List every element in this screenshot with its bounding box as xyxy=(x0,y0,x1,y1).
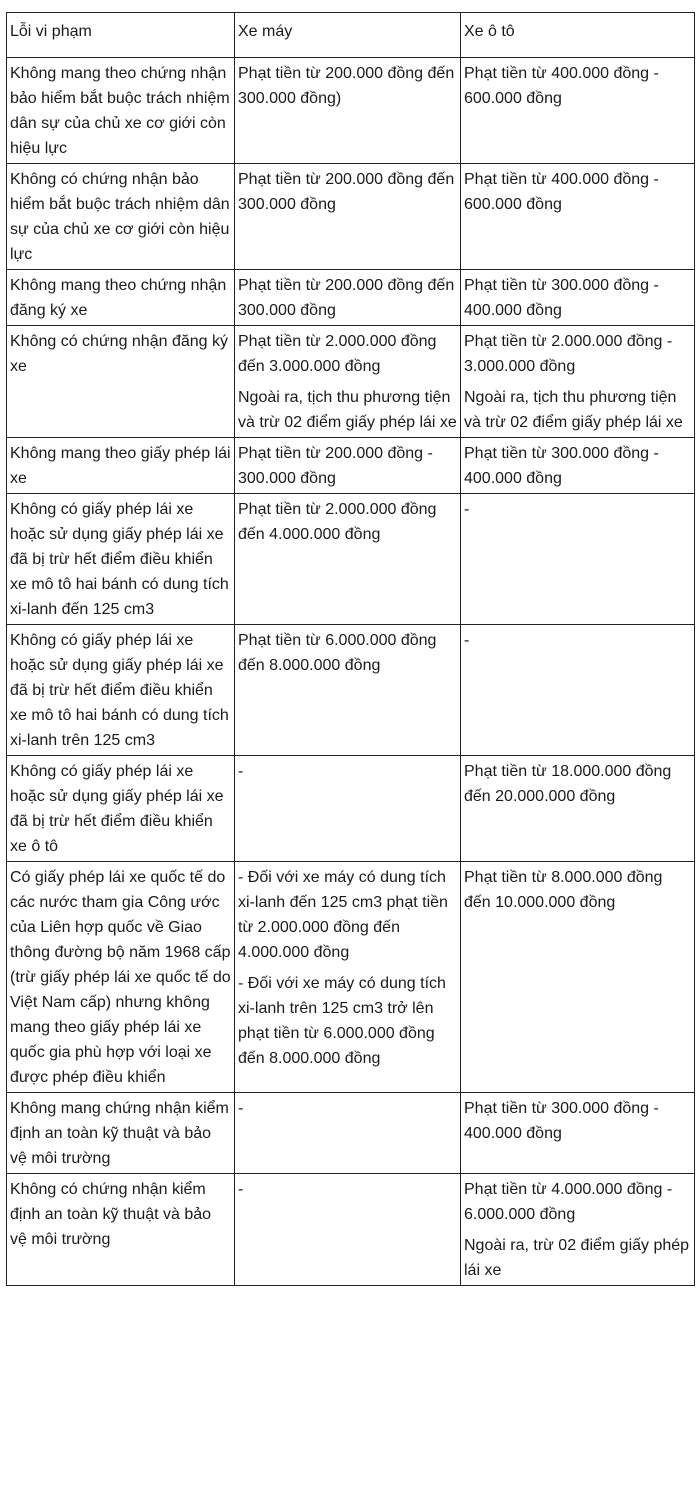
car-fine-text: Phạt tiền từ 300.000 đồng - 400.000 đồng xyxy=(464,1100,659,1142)
car-fine-text: Phạt tiền từ 300.000 đồng - 400.000 đồng xyxy=(464,445,659,487)
motorbike-fine-text: - Đối với xe máy có dung tích xi-lanh đến 125 cm3 phạt tiền từ 2.000.000 đồng đến 4.000.000 đồng xyxy=(238,869,448,961)
table-row xyxy=(7,494,695,625)
violation-cell: Không mang theo chứng nhận đăng ký xe xyxy=(7,270,235,326)
table-header-row xyxy=(7,13,695,58)
car-fine-text: Phạt tiền từ 2.000.000 đồng - 3.000.000 đồng xyxy=(464,333,673,375)
violation-cell: Không có chứng nhận kiểm định an toàn kỹ thuật và bảo vệ môi trường xyxy=(7,1174,235,1286)
table-row xyxy=(7,438,695,494)
header-violation: Lỗi vi phạm xyxy=(7,13,235,58)
table-row xyxy=(7,326,695,438)
violation-cell: Không mang theo giấy phép lái xe xyxy=(7,438,235,494)
motorbike-fine-text: Phạt tiền từ 200.000 đồng - 300.000 đồng xyxy=(238,445,433,487)
motorbike-fine-text: - xyxy=(238,1181,244,1198)
car-fine-text: Ngoài ra, trừ 02 điểm giấy phép lái xe xyxy=(464,1237,690,1279)
car-fine-text: Phạt tiền từ 8.000.000 đồng đến 10.000.000 đồng xyxy=(464,869,663,911)
motorbike-fine-text: Phạt tiền từ 200.000 đồng đến 300.000 đồng) xyxy=(238,65,455,107)
motorbike-fine-text: - Đối với xe máy có dung tích xi-lanh trên 125 cm3 trở lên phạt tiền từ 6.000.000 đồng đến 8.000.000 đồng xyxy=(238,975,446,1067)
motorbike-fine-cell xyxy=(235,494,461,625)
car-fine-cell xyxy=(461,1093,695,1174)
motorbike-fine-cell xyxy=(235,164,461,270)
motorbike-fine-cell xyxy=(235,326,461,438)
motorbike-fine-text: Phạt tiền từ 6.000.000 đồng đến 8.000.000 đồng xyxy=(238,632,437,674)
car-fine-cell xyxy=(461,58,695,164)
motorbike-fine-text: Phạt tiền từ 2.000.000 đồng đến 4.000.000 đồng xyxy=(238,501,437,543)
table-row xyxy=(7,756,695,862)
motorbike-fine-text: Phạt tiền từ 2.000.000 đồng đến 3.000.000 đồng xyxy=(238,333,437,375)
header-motorbike: Xe máy xyxy=(235,13,461,58)
motorbike-fine-text: Ngoài ra, tịch thu phương tiện và trừ 02 điểm giấy phép lái xe xyxy=(238,389,457,431)
violation-cell: Không có chứng nhận bảo hiểm bắt buộc trách nhiệm dân sự của chủ xe cơ giới còn hiệu lực xyxy=(7,164,235,270)
car-fine-text: Phạt tiền từ 4.000.000 đồng - 6.000.000 đồng xyxy=(464,1181,673,1223)
motorbike-fine-cell xyxy=(235,270,461,326)
motorbike-fine-text: - xyxy=(238,763,244,780)
car-fine-cell xyxy=(461,1174,695,1286)
car-fine-text: - xyxy=(464,632,470,649)
motorbike-fine-cell xyxy=(235,438,461,494)
table-row xyxy=(7,1174,695,1286)
car-fine-cell xyxy=(461,164,695,270)
motorbike-fine-cell xyxy=(235,625,461,756)
motorbike-fine-cell xyxy=(235,756,461,862)
table-row xyxy=(7,862,695,1093)
header-car: Xe ô tô xyxy=(461,13,695,58)
table-row xyxy=(7,270,695,326)
motorbike-fine-cell xyxy=(235,1174,461,1286)
violation-cell: Không có chứng nhận đăng ký xe xyxy=(7,326,235,438)
violation-cell: Không có giấy phép lái xe hoặc sử dụng giấy phép lái xe đã bị trừ hết điểm điều khiển xe ô tô xyxy=(7,756,235,862)
violation-cell: Không mang theo chứng nhận bảo hiểm bắt buộc trách nhiệm dân sự của chủ xe cơ giới còn hiệu lực xyxy=(7,58,235,164)
car-fine-text: Phạt tiền từ 400.000 đồng - 600.000 đồng xyxy=(464,65,659,107)
table-row xyxy=(7,164,695,270)
fines-table xyxy=(6,12,695,1286)
car-fine-text: Phạt tiền từ 18.000.000 đồng đến 20.000.000 đồng xyxy=(464,763,672,805)
car-fine-cell xyxy=(461,862,695,1093)
table-row xyxy=(7,625,695,756)
motorbike-fine-text: - xyxy=(238,1100,244,1117)
table-row xyxy=(7,1093,695,1174)
table-row xyxy=(7,58,695,164)
violation-cell: Có giấy phép lái xe quốc tế do các nước tham gia Công ước của Liên hợp quốc về Giao thông đường bộ năm 1968 cấp (trừ giấy phép lái xe quốc tế do Việt Nam cấp) nhưng không mang theo giấy phép lái xe quốc gia phù hợp với loại xe được phép điều khiển xyxy=(7,862,235,1093)
car-fine-text: Ngoài ra, tịch thu phương tiện và trừ 02 điểm giấy phép lái xe xyxy=(464,389,683,431)
car-fine-cell xyxy=(461,326,695,438)
violation-cell: Không mang chứng nhận kiểm định an toàn kỹ thuật và bảo vệ môi trường xyxy=(7,1093,235,1174)
motorbike-fine-text: Phạt tiền từ 200.000 đồng đến 300.000 đồng xyxy=(238,277,455,319)
violation-cell: Không có giấy phép lái xe hoặc sử dụng giấy phép lái xe đã bị trừ hết điểm điều khiển xe mô tô hai bánh có dung tích xi-lanh đến 125 cm3 xyxy=(7,494,235,625)
motorbike-fine-text: Phạt tiền từ 200.000 đồng đến 300.000 đồng xyxy=(238,171,455,213)
car-fine-cell xyxy=(461,438,695,494)
motorbike-fine-cell xyxy=(235,58,461,164)
car-fine-cell xyxy=(461,756,695,862)
car-fine-cell xyxy=(461,625,695,756)
table-body xyxy=(7,58,695,1286)
car-fine-text: Phạt tiền từ 300.000 đồng - 400.000 đồng xyxy=(464,277,659,319)
car-fine-cell xyxy=(461,494,695,625)
motorbike-fine-cell xyxy=(235,862,461,1093)
motorbike-fine-cell xyxy=(235,1093,461,1174)
car-fine-text: - xyxy=(464,501,470,518)
car-fine-text: Phạt tiền từ 400.000 đồng - 600.000 đồng xyxy=(464,171,659,213)
violation-cell: Không có giấy phép lái xe hoặc sử dụng giấy phép lái xe đã bị trừ hết điểm điều khiển xe mô tô hai bánh có dung tích xi-lanh trên 125 cm3 xyxy=(7,625,235,756)
car-fine-cell xyxy=(461,270,695,326)
